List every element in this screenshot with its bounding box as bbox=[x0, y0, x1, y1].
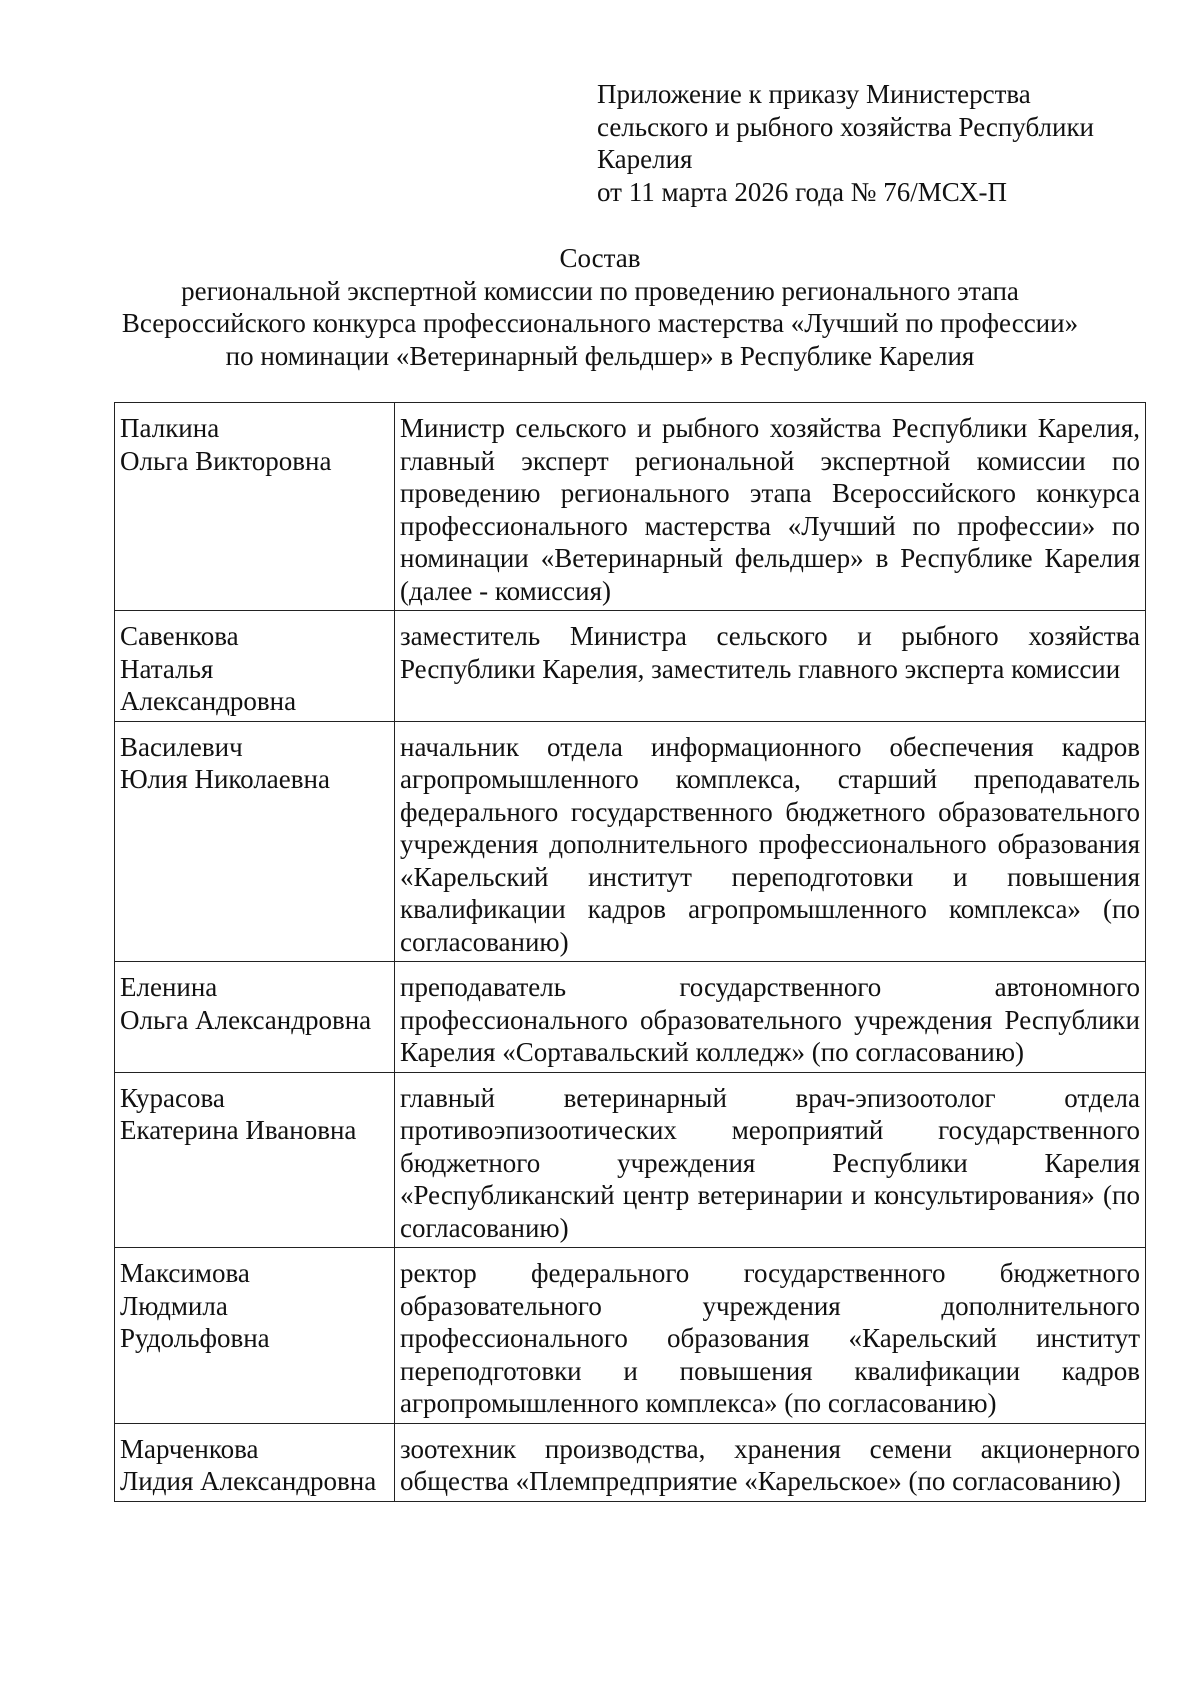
member-name-line: Марченкова bbox=[120, 1433, 259, 1464]
member-role-cell: Министр сельского и рыбного хозяйства Республики Карелия, главный эксперт региональной экспертной комиссии по проведению регионального этапа Всероссийского конкурса профессионального мастерства «Лучший по профессии» по номинации «Ветеринарный фельдшер» в Республике Карелия (далее - комиссия) bbox=[395, 403, 1146, 611]
table-row bbox=[115, 403, 1146, 611]
table-row bbox=[115, 1423, 1146, 1501]
member-name-cell bbox=[115, 611, 395, 722]
member-name-cell bbox=[115, 962, 395, 1073]
member-role-cell: заместитель Министра сельского и рыбного хозяйства Республики Карелия, заместитель главного эксперта комиссии bbox=[395, 611, 1146, 722]
appendix-line: от 11 марта 2026 года № 76/МСХ-П bbox=[597, 176, 1007, 207]
member-name-line: Ольга Викторовна bbox=[120, 445, 332, 476]
member-name-line: Юлия Николаевна bbox=[120, 764, 330, 794]
member-name-line: Курасова bbox=[120, 1082, 225, 1113]
document-heading bbox=[60, 242, 1140, 372]
member-role-cell: начальник отдела информационного обеспечения кадров агропромышленного комплекса, старший преподаватель федерального государственного бюджетного образовательного учреждения дополнительного профессионального образования «Карельский институт переподготовки и повышения квалификации кадров агропромышленного комплекса» (по согласованию) bbox=[395, 721, 1146, 962]
member-name-line: Екатерина Ивановна bbox=[120, 1115, 357, 1145]
member-name-cell bbox=[115, 721, 395, 962]
member-name-cell bbox=[115, 1072, 395, 1248]
member-role-cell: преподаватель государственного автономного профессионального образовательного учреждения Республики Карелия «Сортавальский колледж» (по согласованию) bbox=[395, 962, 1146, 1073]
appendix-line: Приложение к приказу Министерства bbox=[597, 79, 1031, 109]
member-name-line: Лидия Александровна bbox=[120, 1466, 377, 1496]
member-name-line: Василевич bbox=[120, 731, 243, 762]
heading-title: Состав bbox=[559, 243, 641, 273]
heading-subtitle-line: региональной экспертной комиссии по проведению регионального этапа bbox=[181, 275, 1019, 306]
member-role-cell: ректор федерального государственного бюджетного образовательного учреждения дополнительного профессионального образования «Карельский институт переподготовки и повышения квалификации кадров агропромышленного комплекса» (по согласованию) bbox=[395, 1248, 1146, 1424]
member-name-line: Наталья bbox=[120, 653, 214, 684]
member-role-cell: зоотехник производства, хранения семени акционерного общества «Племпредприятие «Карельское» (по согласованию) bbox=[395, 1423, 1146, 1501]
appendix-line: сельского и рыбного хозяйства Республики bbox=[597, 111, 1095, 142]
table-row bbox=[115, 1072, 1146, 1248]
member-name-cell bbox=[115, 403, 395, 611]
member-name-line: Рудольфовна bbox=[120, 1323, 270, 1353]
member-name-line: Людмила bbox=[120, 1290, 228, 1321]
member-name-line: Еленина bbox=[120, 972, 218, 1002]
appendix-line: Карелия bbox=[597, 144, 693, 174]
commission-members-table bbox=[114, 402, 1146, 1502]
table-row bbox=[115, 962, 1146, 1073]
member-name-cell bbox=[115, 1423, 395, 1501]
table-row bbox=[115, 721, 1146, 962]
member-name-line: Ольга Александровна bbox=[120, 1004, 372, 1035]
table-row bbox=[115, 1248, 1146, 1424]
member-name-cell bbox=[115, 1248, 395, 1424]
member-name-line: Александровна bbox=[120, 686, 297, 716]
appendix-note bbox=[597, 78, 1157, 208]
member-name-line: Савенкова bbox=[120, 621, 239, 651]
heading-subtitle-line: по номинации «Ветеринарный фельдшер» в Республике Карелия bbox=[225, 340, 975, 371]
heading-subtitle-line: Всероссийского конкурса профессионального мастерства «Лучший по профессии» bbox=[121, 308, 1079, 338]
member-role-cell: главный ветеринарный врач-эпизоотолог отдела противоэпизоотических мероприятий государственного бюджетного учреждения Республики Карелия «Республиканский центр ветеринарии и консультирования» (по согласованию) bbox=[395, 1072, 1146, 1248]
member-name-line: Палкина bbox=[120, 413, 220, 443]
table-row bbox=[115, 611, 1146, 722]
member-name-line: Максимова bbox=[120, 1258, 250, 1288]
